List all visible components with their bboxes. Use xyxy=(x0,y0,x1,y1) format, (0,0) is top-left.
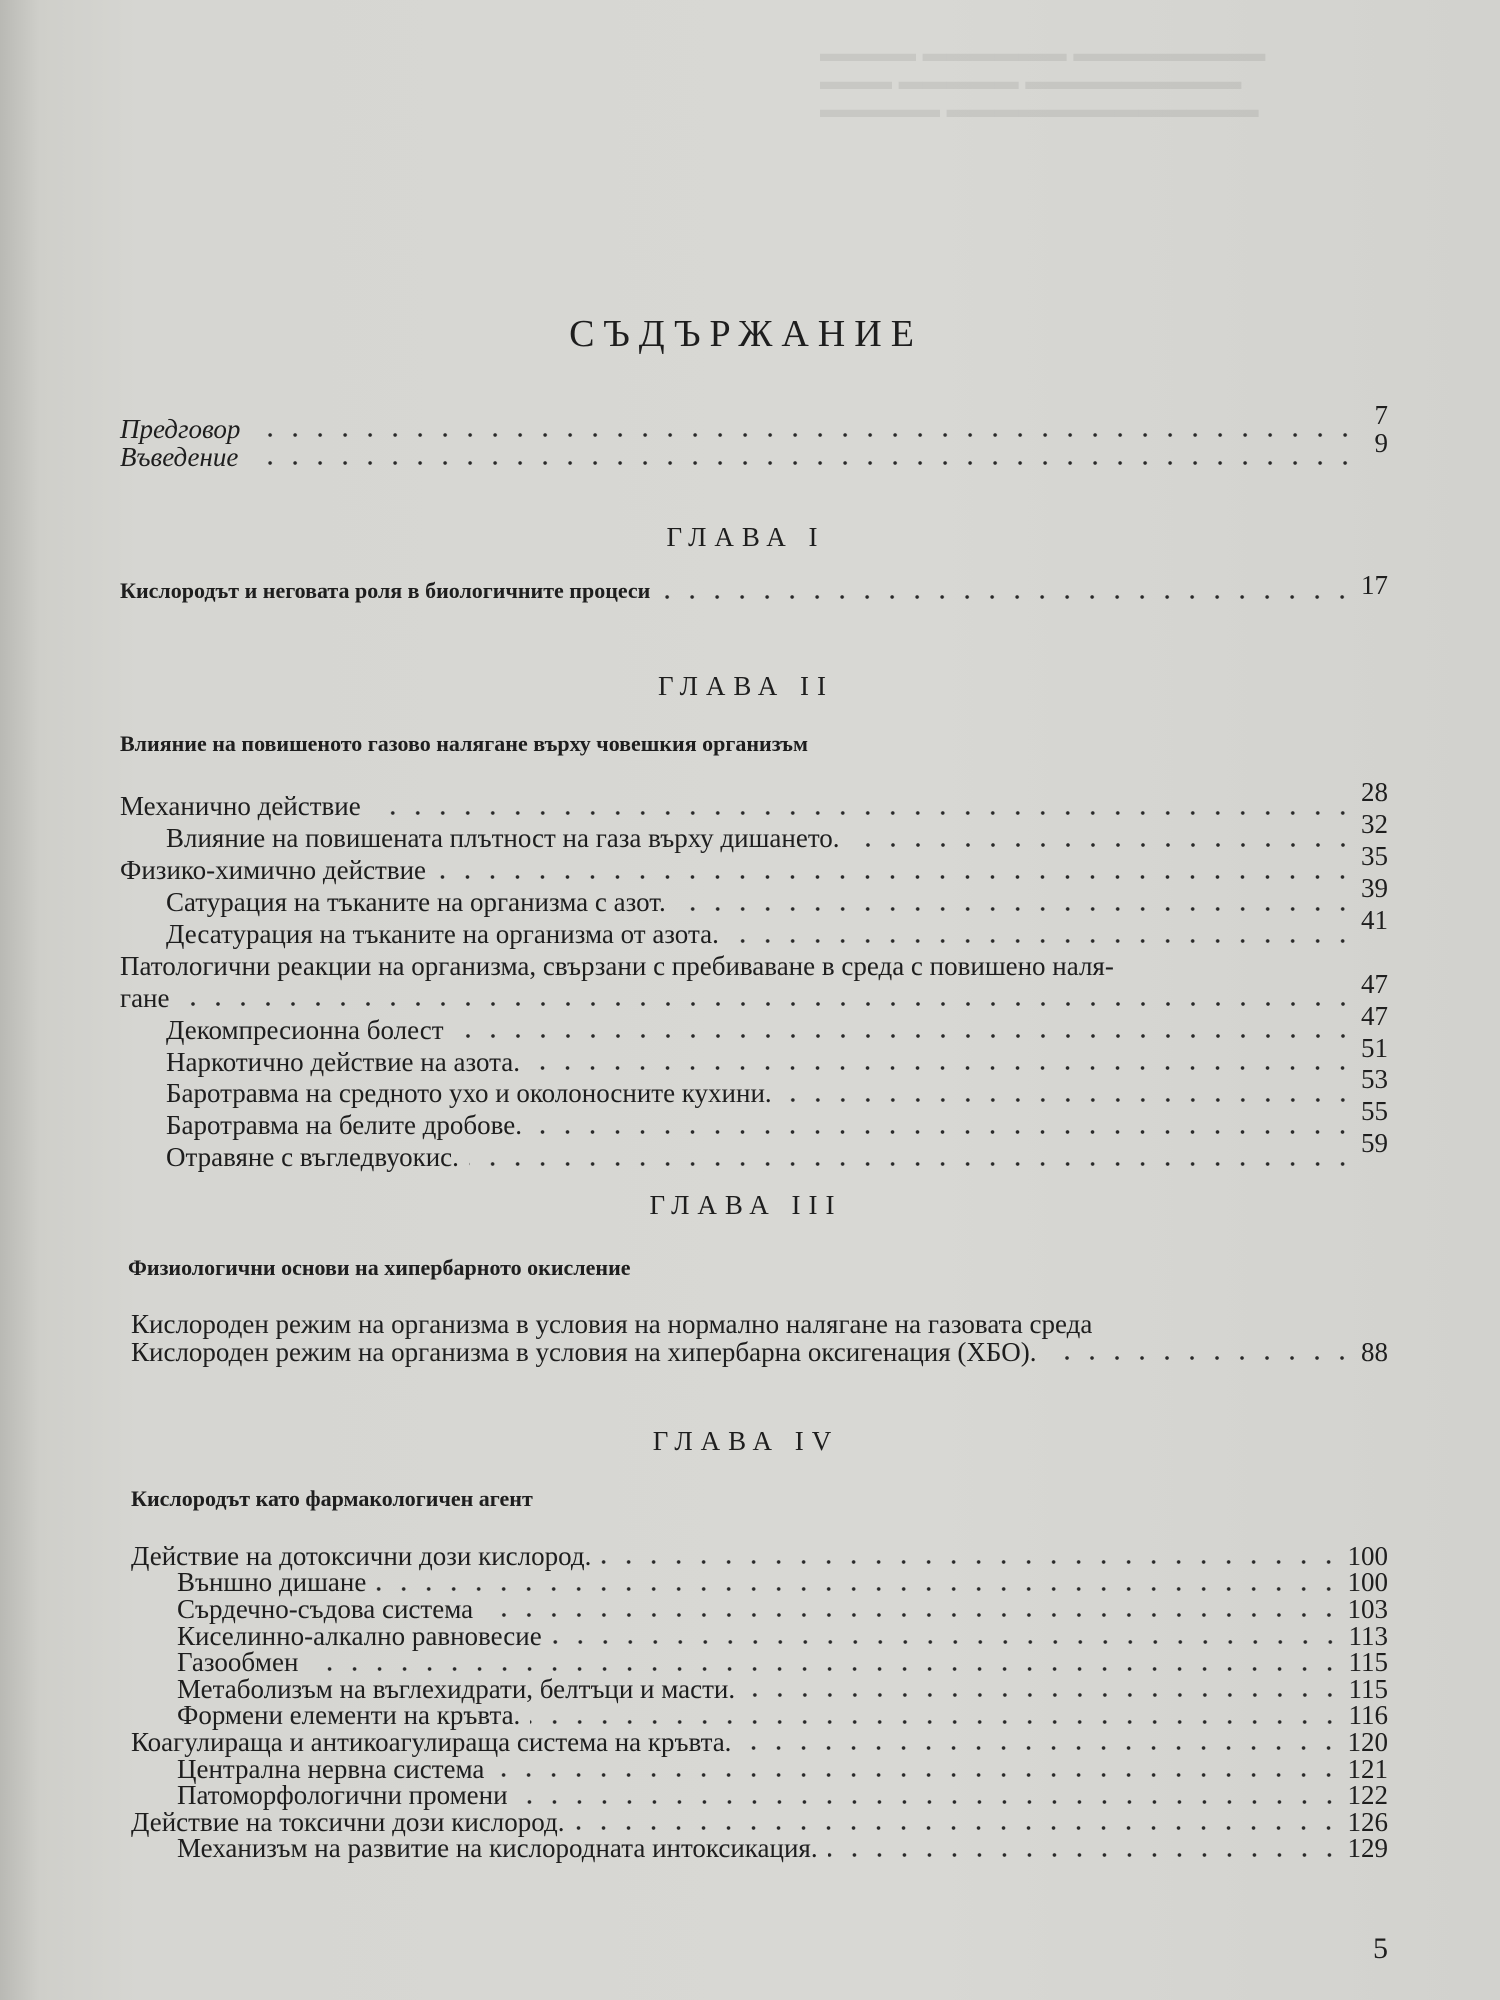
page-ref: 53 xyxy=(1361,1064,1388,1095)
toc-entry[interactable] xyxy=(120,905,1388,951)
entry-title: Формени елементи на кръвта. xyxy=(177,1700,521,1731)
toc-entry[interactable] xyxy=(120,873,1388,919)
toc-entry[interactable] xyxy=(131,1753,1388,1784)
toc-entry[interactable] xyxy=(131,1782,1388,1809)
entry-title: Баротравма на средното ухо и околоносните кухини. xyxy=(166,1078,772,1109)
page-ref: 9 xyxy=(1374,427,1388,458)
page-ref: 122 xyxy=(1347,1780,1388,1811)
dot-leader xyxy=(371,810,1355,816)
toc-entry[interactable] xyxy=(131,1338,1388,1366)
dot-leader xyxy=(1046,1355,1355,1361)
page-ref: 100 xyxy=(1347,1567,1388,1598)
dot-leader xyxy=(828,1852,1342,1858)
toc-entry[interactable] xyxy=(131,1806,1388,1837)
page-ref: 55 xyxy=(1361,1096,1388,1127)
page-ref: 120 xyxy=(1347,1726,1388,1757)
entry-title: Кислороден режим на организма в условия на нормално налягане на газовата среда xyxy=(131,1308,1093,1339)
toc-entry[interactable] xyxy=(120,1032,1388,1078)
dot-leader xyxy=(483,1612,1341,1618)
page-ref: 115 xyxy=(1348,1673,1388,1704)
entry-title: Действие на токсични дози кислород. xyxy=(131,1806,565,1837)
chapter-2-entries xyxy=(120,777,1388,1174)
dot-leader xyxy=(248,460,1358,466)
page-number: 5 xyxy=(1373,1932,1388,1965)
dot-leader xyxy=(469,1161,1355,1167)
show-through-texture: ▬▬▬▬ ▬▬▬▬▬▬ ▬▬▬▬▬▬▬▬ ▬▬▬ ▬▬▬▬▬ ▬▬▬▬▬▬▬▬▬ ▬▬▬▬▬ ▬▬▬▬▬▬▬▬▬▬▬▬▬ xyxy=(820,40,1266,123)
chapter-heading: ГЛАВА III xyxy=(649,1190,843,1220)
chapter-3-entries xyxy=(131,1310,1388,1366)
toc-entry[interactable] xyxy=(120,399,1388,444)
chapter-heading: ГЛАВА IV xyxy=(652,1426,840,1456)
entry-title: Механично действие xyxy=(120,791,361,822)
entry-title: Газообмен xyxy=(177,1647,299,1678)
dot-leader xyxy=(308,1666,1342,1672)
dot-leader xyxy=(782,1097,1355,1103)
toc-entry[interactable] xyxy=(120,1128,1388,1174)
entry-title: Отравяне с въгледвуокис. xyxy=(166,1142,459,1173)
entry-title: Външно дишане xyxy=(177,1567,367,1598)
page-ref: 129 xyxy=(1347,1833,1388,1864)
toc-entry[interactable] xyxy=(120,1000,1388,1046)
chapter-heading: ГЛАВА I xyxy=(666,522,826,552)
page-ref: 17 xyxy=(1361,569,1388,600)
chapter-title: Кислородът и неговата роля в биологичните процеси xyxy=(120,578,651,603)
dot-leader xyxy=(741,1745,1341,1751)
toc-entry[interactable] xyxy=(120,569,1388,608)
chapter-heading: ГЛАВА II xyxy=(658,671,834,701)
entry-title: Метаболизъм на въглехидрати, белтъци и масти. xyxy=(177,1673,736,1704)
dot-leader xyxy=(436,874,1355,880)
entry-title: Десатурация на тъканите на организма от азота. xyxy=(166,919,719,949)
dot-leader xyxy=(850,842,1355,848)
dot-leader xyxy=(729,938,1355,944)
page-ref: 126 xyxy=(1347,1806,1388,1837)
page-ref: 39 xyxy=(1361,873,1388,904)
page-ref: 88 xyxy=(1361,1336,1388,1367)
dot-leader xyxy=(376,1586,1341,1592)
page-ref: 51 xyxy=(1361,1032,1388,1063)
dot-leader xyxy=(574,1825,1341,1831)
toc-entry[interactable] xyxy=(120,950,1388,982)
toc-entry[interactable] xyxy=(120,1096,1388,1142)
toc-entry[interactable] xyxy=(131,1726,1388,1757)
dot-leader xyxy=(552,1639,1343,1645)
entry-title: Предговор xyxy=(120,413,241,444)
dot-leader xyxy=(530,1065,1355,1071)
entry-title: Физико-химично действие xyxy=(120,855,427,886)
chapter-title: Кислородът като фармакологичен агент xyxy=(131,1486,533,1511)
entry-title: Действие на дотоксични дози кислород. xyxy=(131,1540,592,1571)
entry-title: Механизъм на развитие на кислородната интоксикация. xyxy=(177,1833,818,1864)
dot-leader xyxy=(660,594,1355,600)
toc-entry[interactable] xyxy=(131,1310,1388,1338)
entry-title: Сърдечно-съдова система xyxy=(177,1593,474,1624)
toc-entry[interactable] xyxy=(131,1700,1388,1731)
page-ref: 103 xyxy=(1347,1593,1388,1624)
dot-leader xyxy=(518,1799,1342,1805)
dot-leader xyxy=(601,1559,1341,1565)
page-ref: 116 xyxy=(1348,1700,1388,1731)
toc-entry[interactable] xyxy=(120,1064,1388,1110)
entry-title: Сатурация на тъканите на организма с азот. xyxy=(166,887,666,918)
page-ref: 59 xyxy=(1361,1128,1388,1159)
toc-entry[interactable] xyxy=(131,1540,1388,1571)
page-ref: 47 xyxy=(1361,968,1388,999)
toc-entry[interactable] xyxy=(120,841,1388,887)
entry-title: Централна нервна система xyxy=(177,1753,485,1784)
dot-leader xyxy=(494,1772,1341,1778)
dot-leader xyxy=(676,906,1355,912)
toc-entry[interactable] xyxy=(131,1593,1388,1624)
page-ref: 113 xyxy=(1348,1620,1388,1651)
toc-entry[interactable] xyxy=(120,777,1388,823)
dot-leader xyxy=(454,1033,1355,1039)
dot-leader xyxy=(745,1692,1342,1698)
dot-leader xyxy=(530,1719,1342,1725)
page-ref: 41 xyxy=(1361,905,1388,935)
entry-title: Въведение xyxy=(120,441,239,472)
page-title: СЪДЪРЖАНИЕ xyxy=(569,313,923,355)
entry-title: Патологични реакции на организма, свързани с пребиваване в среда с повишено наля- xyxy=(120,950,1114,981)
dot-leader xyxy=(180,1001,1356,1007)
dot-leader xyxy=(532,1129,1355,1135)
toc-entry[interactable] xyxy=(131,1649,1388,1676)
toc-entry[interactable] xyxy=(131,1567,1388,1598)
page-ref: 35 xyxy=(1361,841,1388,872)
entry-title: гане xyxy=(120,982,170,1013)
toc-entry[interactable] xyxy=(131,1673,1388,1704)
chapter-title: Физиологични основи на хипербарното окисление xyxy=(128,1255,631,1280)
page-ref: 32 xyxy=(1361,809,1388,840)
entry-title: Наркотично действие на азота. xyxy=(166,1046,520,1077)
toc-entry[interactable] xyxy=(131,1620,1388,1651)
page-ref: 28 xyxy=(1361,777,1388,808)
dot-leader xyxy=(250,432,1358,438)
entry-title: Патоморфологични промени xyxy=(177,1780,508,1811)
page-ref: 100 xyxy=(1347,1540,1388,1571)
entry-title: Коагулираща и антикоагулираща система на кръвта. xyxy=(131,1726,732,1757)
toc-entry[interactable] xyxy=(120,968,1388,1014)
entry-title: Кислороден режим на организма в условия на хипербарна оксигенация (ХБО). xyxy=(131,1336,1037,1367)
front-matter xyxy=(120,399,1388,472)
toc-entry[interactable] xyxy=(131,1833,1388,1864)
chapter-4-entries xyxy=(131,1540,1388,1864)
page-ref: 115 xyxy=(1348,1647,1388,1678)
entry-title: Баротравма на белите дробове. xyxy=(166,1110,522,1141)
entry-title: Декомпресионна болест xyxy=(166,1014,444,1045)
chapter-1-title-row xyxy=(120,569,1388,608)
page-ref: 7 xyxy=(1374,399,1388,430)
entry-title: Влияние на повишената плътност на газа върху дишането. xyxy=(166,823,840,854)
chapter-title: Влияние на повишеното газово налягане върху човешкия организъм xyxy=(120,731,808,756)
page-ref: 121 xyxy=(1347,1753,1388,1784)
entry-title: Киселинно-алкално равновесие xyxy=(177,1620,542,1651)
page-ref: 47 xyxy=(1361,1000,1388,1031)
toc-entry[interactable] xyxy=(120,809,1388,855)
